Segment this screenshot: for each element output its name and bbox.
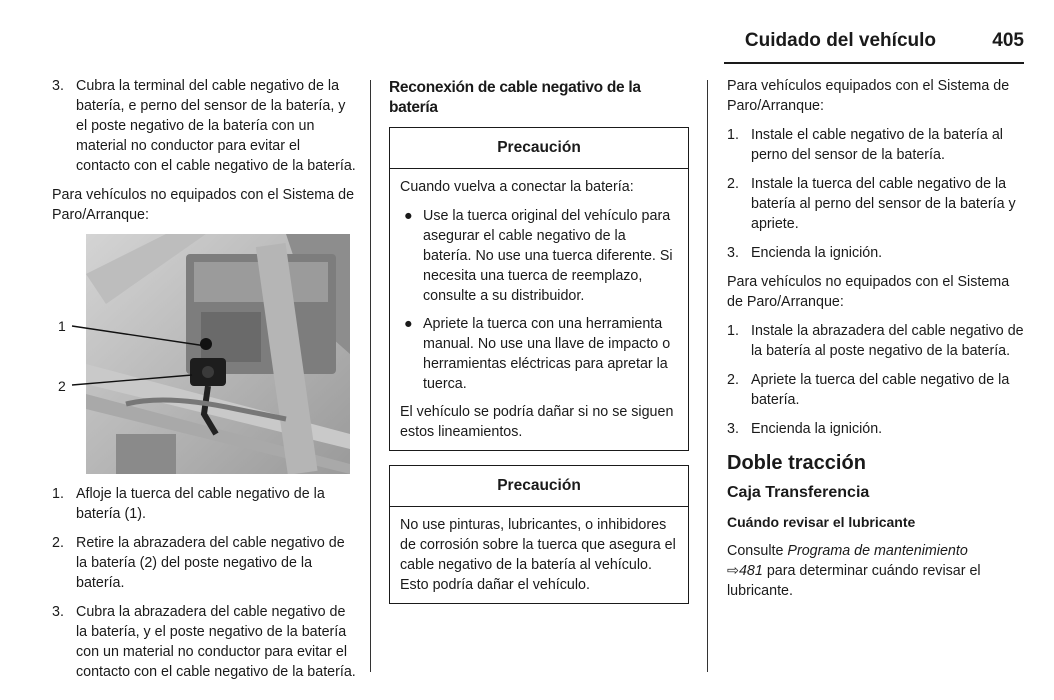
top-steps <box>52 76 356 176</box>
bullet-icon: ● <box>404 316 413 332</box>
reconnect-steps-stop-start <box>727 125 1027 263</box>
disconnect-steps <box>52 484 356 682</box>
list-item: 1. Instale la abrazadera del cable negativo de la batería al poste negativo de la batería. <box>727 323 1024 359</box>
subsection-heading: Caja Transferencia <box>727 484 870 501</box>
caution-footer: El vehículo se podría dañar si no se siguen estos lineamientos. <box>400 404 674 440</box>
intro-text: Para vehículos no equipados con el Sistema de Paro/Arranque: <box>727 274 1010 310</box>
page-number: 405 <box>992 30 1024 51</box>
section-title: Cuidado del vehículo <box>744 30 936 51</box>
list-item: 1. Instale el cable negativo de la batería al perno del sensor de la batería. <box>727 127 1003 163</box>
list-item: 2. Apriete la tuerca del cable negativo de la batería. <box>727 372 1010 408</box>
intro-text: Para vehículos equipados con el Sistema de Paro/Arranque: <box>727 78 1010 114</box>
caution-bullets <box>400 206 678 394</box>
caution-title: Precaución <box>390 128 688 169</box>
column-middle <box>389 76 689 618</box>
list-item: 3. Cubra la terminal del cable negativo de la batería, e perno del sensor de la batería, y el poste negativo de la batería con un material no conductor para evitar el contacto con el cable negativo de la batería. <box>52 78 356 174</box>
reference-paragraph: Consulte Programa de mantenimiento ⇨481 para determinar cuándo revisar el lubricante. <box>727 543 981 599</box>
maintenance-link[interactable]: Programa de mantenimiento <box>787 543 968 559</box>
list-item: 2. Instale la tuerca del cable negativo de la batería al perno del sensor de la batería y apriete. <box>727 176 1016 232</box>
list-item: 3. Encienda la ignición. <box>727 421 883 437</box>
minor-heading: Cuándo revisar el lubricante <box>727 514 916 530</box>
caution-box <box>389 127 689 451</box>
list-item: 3. Encienda la ignición. <box>727 245 883 261</box>
battery-figure <box>52 234 350 474</box>
reconnect-steps-no-stop-start <box>727 321 1027 439</box>
page-header <box>0 0 1054 66</box>
callout-2: 2 <box>58 378 66 394</box>
header-rule <box>724 62 1024 64</box>
callout-1: 1 <box>58 318 66 334</box>
list-item: 2. Retire la abrazadera del cable negativo de la batería (2) del poste negativo de la batería. <box>52 535 345 591</box>
page-ref[interactable]: 481 <box>738 563 763 579</box>
section-heading: Reconexión de cable negativo de la batería <box>389 79 641 116</box>
column-divider <box>370 80 371 672</box>
list-item: 1. Afloje la tuerca del cable negativo de la batería (1). <box>52 486 325 522</box>
caution-lead: Cuando vuelva a conectar la batería: <box>400 179 634 195</box>
column-right <box>727 76 1027 610</box>
list-item: 3. Cubra la abrazadera del cable negativo de la batería, y el poste negativo de la batería con un material no conductor para evitar el contacto con el cable negativo de la batería. <box>52 604 356 680</box>
caution-body: No use pinturas, lubricantes, o inhibidores de corrosión sobre la tuerca que asegura el cable negativo de la batería al vehículo. Esto podría dañar el vehículo. <box>400 517 676 593</box>
page-ref-arrow-icon: ⇨ <box>727 563 739 579</box>
caution-title: Precaución <box>390 466 688 507</box>
column-left <box>52 76 356 691</box>
list-item: ● Apriete la tuerca con una herramienta manual. No use una llave de impacto o herramientas eléctricas para apretar la tuerca. <box>400 314 678 394</box>
caution-box <box>389 465 689 604</box>
list-item: ● Use la tuerca original del vehículo para asegurar el cable negativo de la batería. No use una tuerca diferente. Si necesita una tuerca de reemplazo, consulte a su distribuidor. <box>400 206 678 306</box>
column-divider <box>707 80 708 672</box>
intro-text: Para vehículos no equipados con el Sistema de Paro/Arranque: <box>52 187 355 223</box>
bullet-icon: ● <box>404 208 413 224</box>
section-heading: Doble tracción <box>727 452 866 474</box>
